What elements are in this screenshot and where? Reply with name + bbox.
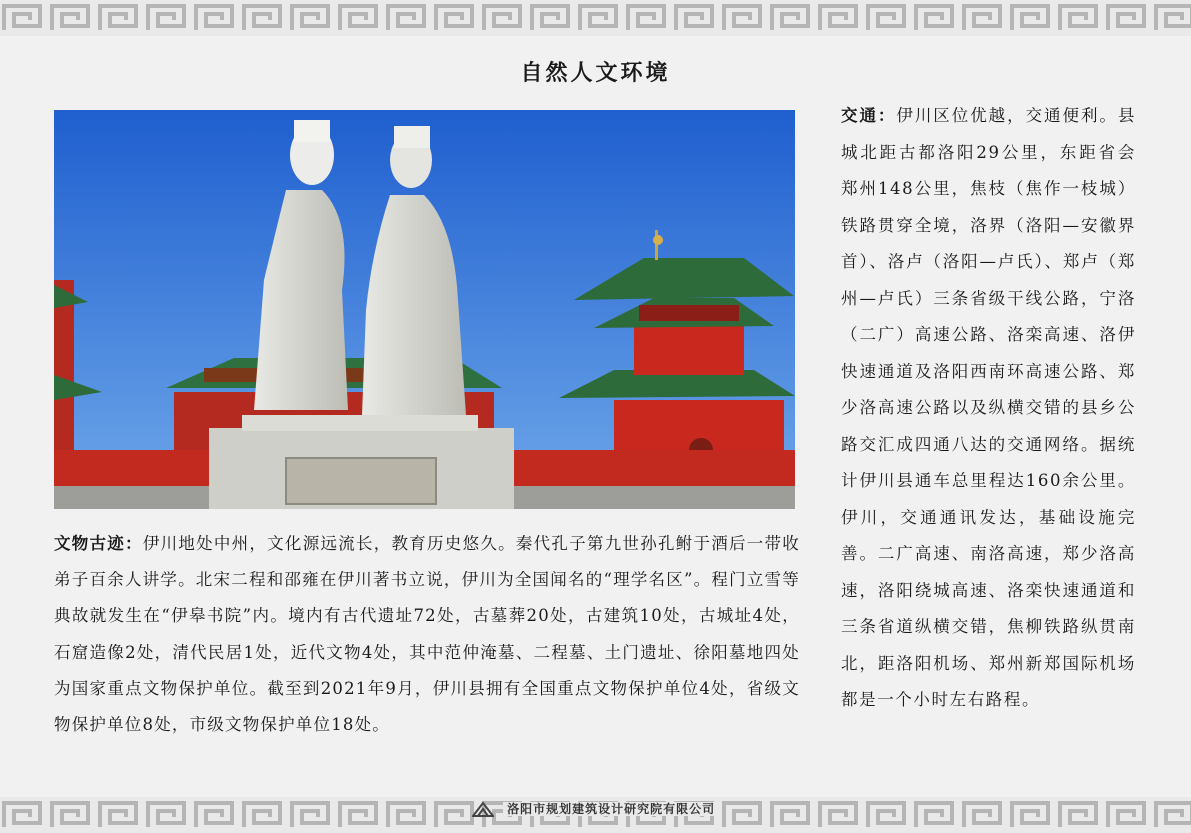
top-fret-border (0, 0, 1191, 36)
traffic-paragraph (841, 98, 1136, 719)
statues-photo (54, 110, 795, 509)
page-title: 自然人文环境 (520, 61, 671, 86)
cultural-relics-paragraph (54, 526, 800, 743)
traffic-text: 伊川区位优越，交通便利。县城北距古都洛阳29公里，东距省会郑州148公里，焦枝（焦作一枝城）铁路贯穿全境，洛界（洛阳—安徽界首）、洛卢（洛阳—卢氏）、郑卢（郑州—卢氏）三条省级干线公路，宁洛（二广）高速公路、洛栾高速、洛伊快速通道及洛阳西南环高速公路、郑少洛高速公路以及纵横交错的县乡公路交汇成四通八达的交通网络。据统计伊川县通车总里程达160余公里。伊川，交通通讯发达，基础设施完善。二广高速、南洛高速，郑少洛高速，洛阳绕城高速、洛栾快速通道和三条省道纵横交错，焦柳铁路纵贯南北，距洛阳机场、郑州新郑国际机场都是一个小时左右路程。 (841, 106, 1136, 709)
traffic-label: 交通： (841, 106, 897, 125)
relics-text: 伊川地处中州，文化源远流长，教育历史悠久。秦代孔子第九世孙孔鲋于酒后一带收弟子百余人讲学。北宋二程和邵雍在伊川著书立说，伊川为全国闻名的“理学名区”。程门立雪等典故就发生在“伊皋书院”内。境内有古代遗址72处，古墓葬20处，古建筑10处，古城址4处，石窟造像2处，清代民居1处，近代文物4处，其中范仲淹墓、二程墓、土门遗址、徐阳墓地四处为国家重点文物保护单位。截至到2021年9月，伊川县拥有全国重点文物保护单位4处，省级文物保护单位8处，市级文物保护单位18处。 (54, 534, 801, 735)
company-logo-icon (472, 801, 494, 817)
company-name: 洛阳市规划建筑设计研究院有限公司 (503, 802, 719, 816)
footer (0, 800, 1191, 817)
relics-label: 文物古迹： (54, 534, 143, 553)
